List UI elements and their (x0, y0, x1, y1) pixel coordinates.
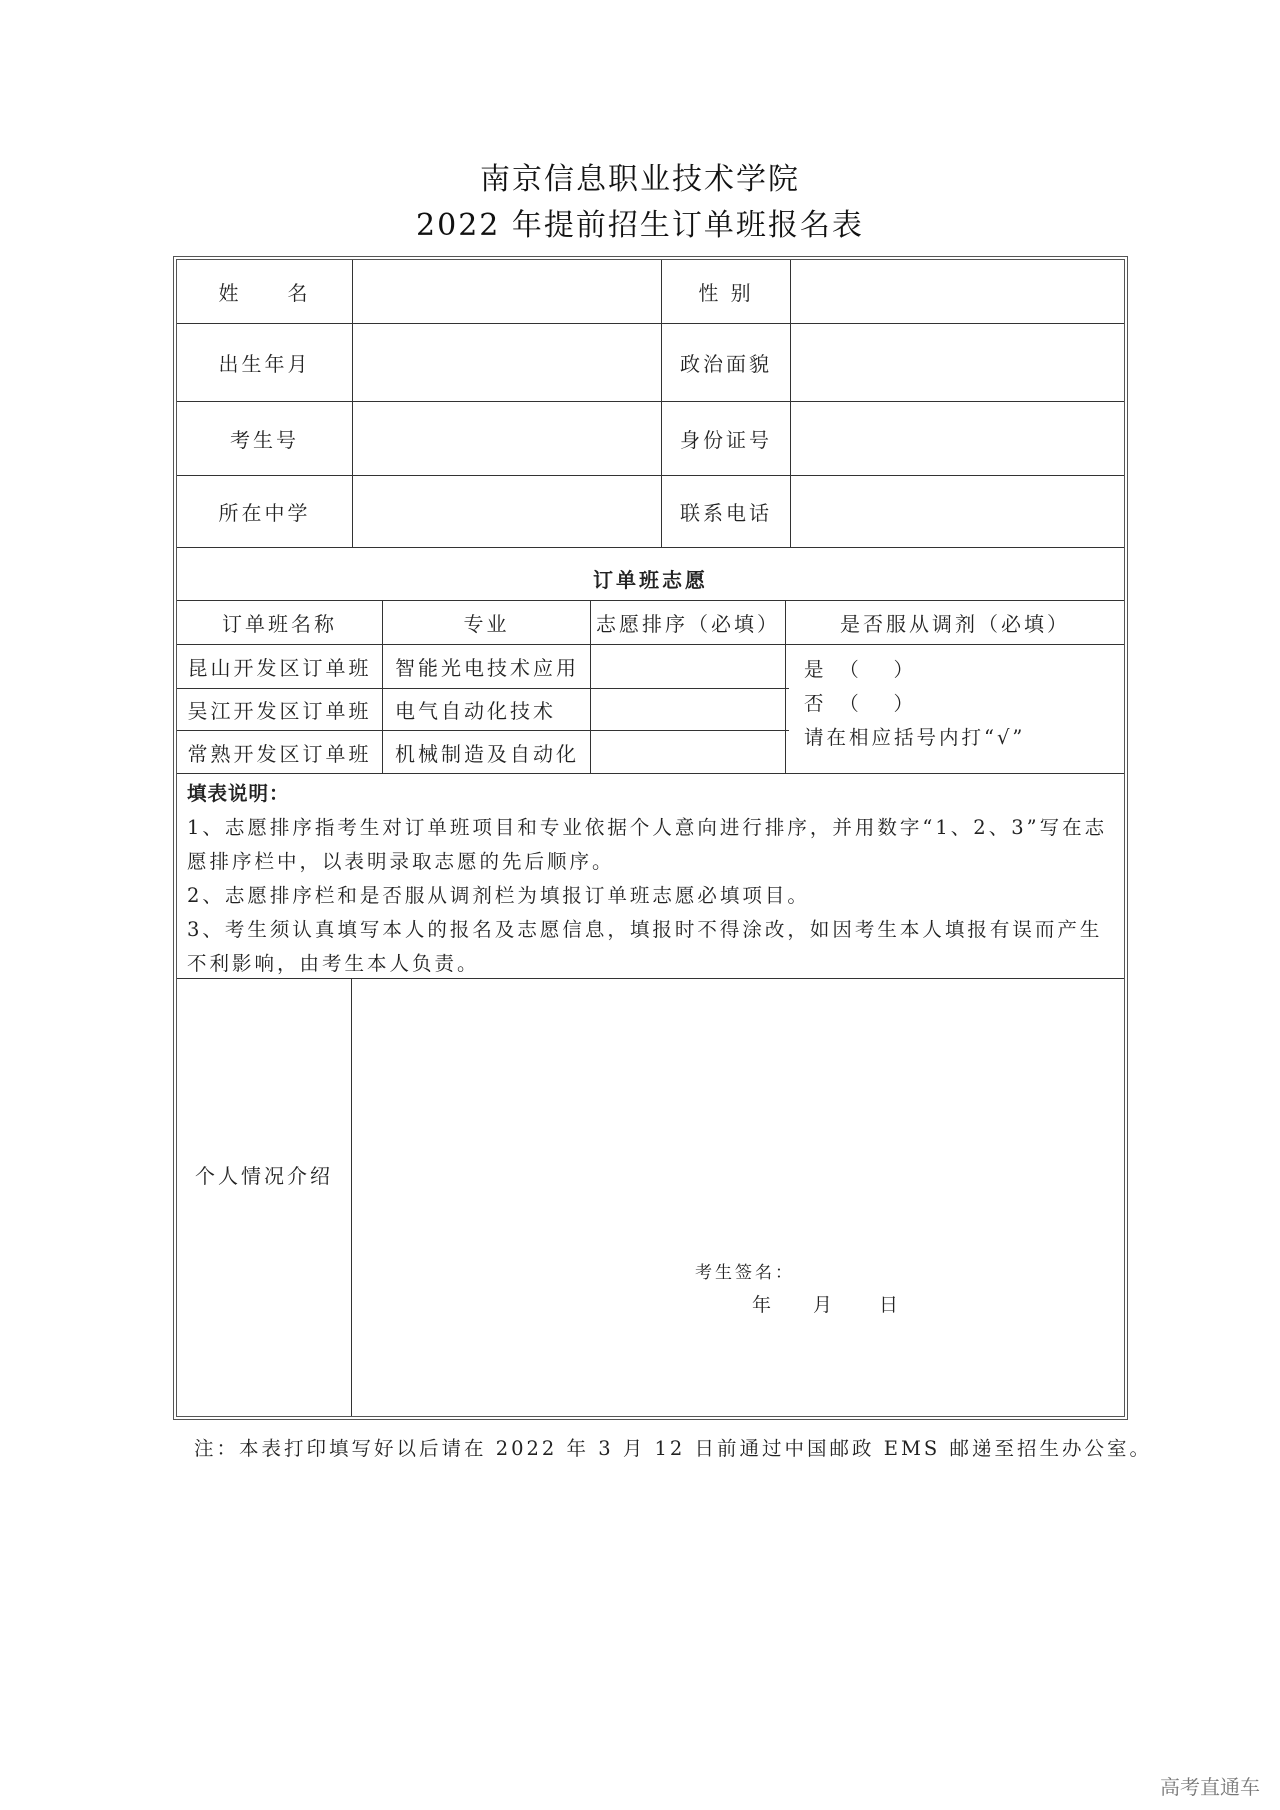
political-status-label: 政治面貌 (680, 352, 772, 376)
exam-number-label: 考生号 (230, 428, 299, 452)
column-header-rank: 志愿排序（必填） (596, 612, 780, 636)
major-cell: 智能光电技术应用 (395, 656, 579, 680)
id-number-label: 身份证号 (680, 428, 772, 452)
rank-field[interactable] (591, 731, 785, 773)
footnote: 注：本表打印填写好以后请在 2022 年 3 月 12 日前通过中国邮政 EMS 邮递至招生办公室。 (194, 1437, 1152, 1460)
registration-form-table (173, 256, 1128, 1420)
birth-label: 出生年月 (218, 352, 311, 376)
major-cell: 电气自动化技术 (395, 699, 556, 723)
adjust-yes-option[interactable]: 是 （ ） (804, 658, 916, 681)
rank-field[interactable] (591, 689, 785, 730)
date-day-label: 日 (879, 1294, 902, 1316)
exam-number-field[interactable] (353, 402, 661, 475)
volunteer-section-title: 订单班志愿 (593, 567, 708, 592)
column-header-class-name: 订单班名称 (222, 612, 337, 636)
date-month-label: 月 (813, 1294, 836, 1316)
date-year-label: 年 (752, 1294, 775, 1316)
signature-label: 考生签名： (695, 1263, 795, 1283)
phone-label: 联系电话 (680, 501, 772, 525)
school-field[interactable] (353, 476, 661, 547)
gender-field[interactable] (791, 260, 1124, 323)
class-name-cell: 吴江开发区订单班 (187, 699, 372, 723)
instructions-heading: 填表说明： (187, 782, 290, 805)
column-header-adjustment: 是否服从调剂（必填） (840, 612, 1070, 636)
instruction-item: 3、考生须认真填写本人的报名及志愿信息，填报时不得涂改，如因考生本人填报有误而产生不利影响，由考生本人负责。 (187, 918, 1103, 975)
form-title: 2022 年提前招生订单班报名表 (416, 208, 864, 243)
name-label: 姓 名 (218, 281, 311, 305)
major-cell: 机械制造及自动化 (395, 741, 579, 766)
name-field[interactable] (353, 260, 661, 323)
adjustment-options (804, 653, 1025, 755)
watermark: 高考直通车 (1160, 1775, 1260, 1799)
school-label: 所在中学 (218, 501, 311, 525)
instruction-item: 2、志愿排序栏和是否服从调剂栏为填报订单班志愿必填项目。 (187, 884, 810, 907)
class-name-cell: 常熟开发区订单班 (187, 741, 372, 766)
institution-title: 南京信息职业技术学院 (480, 162, 800, 197)
personal-intro-label-text: 个人情况介绍 (195, 1163, 333, 1188)
personal-intro-label (177, 979, 351, 1369)
birth-field[interactable] (353, 324, 661, 401)
adjust-no-option[interactable]: 否 （ ） (804, 692, 916, 715)
phone-field[interactable] (791, 476, 1124, 547)
gender-label: 性 别 (698, 281, 754, 305)
instructions (187, 777, 1117, 981)
adjust-hint: 请在相应括号内打“√” (804, 726, 1026, 749)
instruction-item: 1、志愿排序指考生对订单班项目和专业依据个人意向进行排序，并用数字“1、2、3”写在志愿排序栏中，以表明录取志愿的先后顺序。 (187, 816, 1108, 873)
divider (177, 773, 1124, 774)
column-header-major: 专业 (463, 612, 510, 636)
political-status-field[interactable] (791, 324, 1124, 401)
personal-intro-field[interactable] (352, 979, 1124, 1416)
rank-field[interactable] (591, 645, 785, 688)
id-number-field[interactable] (791, 402, 1124, 475)
class-name-cell: 昆山开发区订单班 (187, 656, 372, 680)
